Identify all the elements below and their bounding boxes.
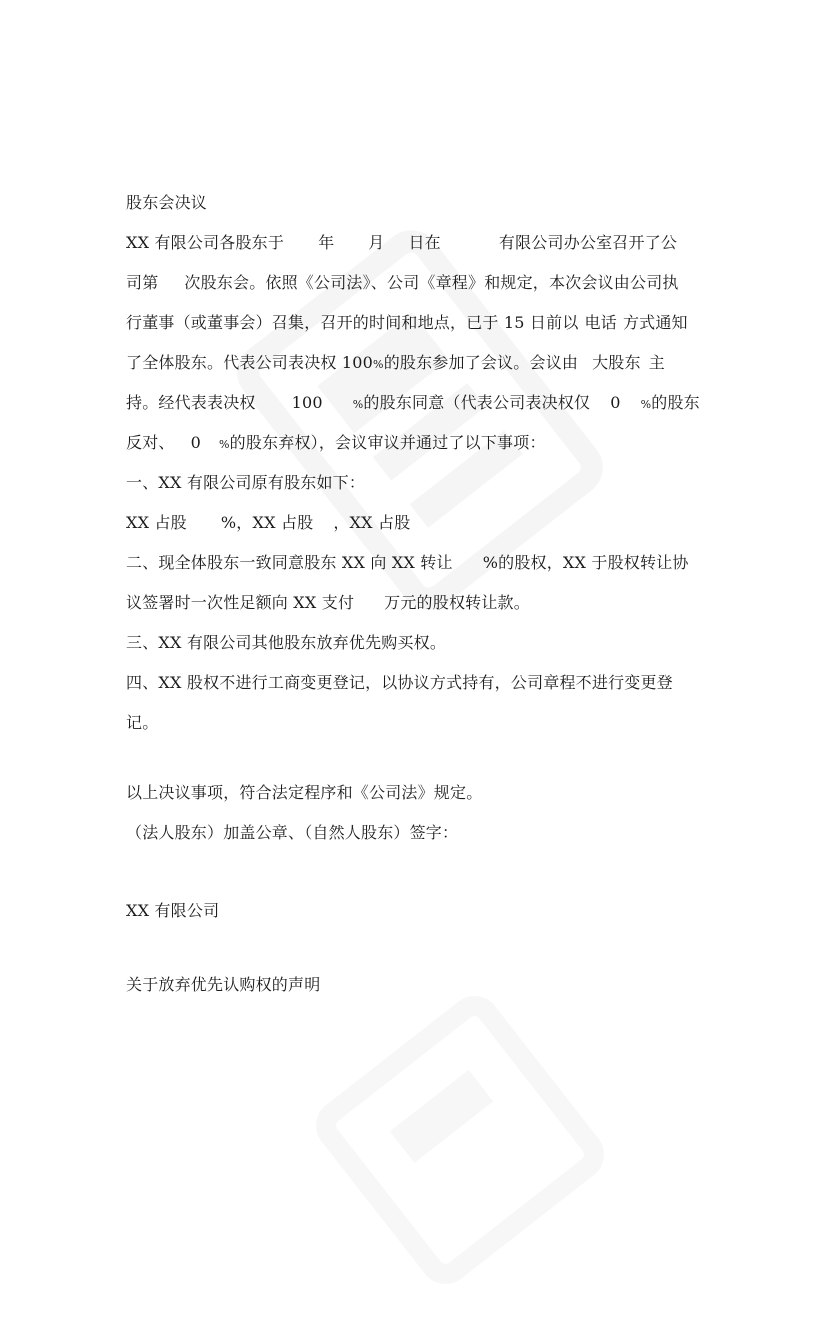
- item-1-shares: [126, 512, 410, 534]
- item-1-heading: 一、XX 有限公司原有股东如下：: [126, 473, 366, 492]
- text-segment: 司第: [126, 273, 159, 292]
- item-4-line-2: 记。: [126, 713, 159, 732]
- text-segment: 0: [190, 433, 201, 452]
- paragraph-1-line-3: [126, 312, 688, 334]
- text-segment: 持。经代表表决权: [126, 393, 256, 412]
- next-section-title: 关于放弃优先认购权的声明: [126, 975, 321, 994]
- percent-sign: %: [352, 398, 364, 411]
- paragraph-1-line-4: [126, 352, 665, 376]
- paragraph-1-line-5: [126, 392, 700, 416]
- text-segment: 月: [368, 233, 385, 252]
- conclusion: 以上决议事项，符合法定程序和《公司法》规定。: [126, 783, 483, 802]
- watermark-graphic: [197, 194, 643, 647]
- text-segment: 二、现全体股东一致同意股东 XX 向 XX 转让: [126, 553, 453, 572]
- text-segment: 100: [291, 393, 323, 412]
- paragraph-1-line-6: [126, 432, 546, 456]
- watermark-graphic-2: [278, 958, 643, 1322]
- text-segment: XX 占股: [126, 513, 187, 532]
- paragraph-1-line-1: [126, 232, 677, 254]
- percent-sign: %: [219, 438, 230, 451]
- text-segment: 万元的股权转让款。: [384, 593, 530, 612]
- text-segment: 了全体股东。代表公司表决权 100: [126, 353, 374, 372]
- text-segment: XX 有限公司各股东于: [126, 233, 285, 252]
- text-segment: 议签署时一次性足额向 XX 支付: [126, 593, 355, 612]
- text-segment: ，XX 占股: [333, 513, 411, 532]
- text-segment: 日在: [408, 233, 441, 252]
- signature-note: （法人股东）加盖公章、（自然人股东）签字：: [126, 823, 459, 842]
- text-segment: 方式通知: [622, 313, 688, 332]
- text-segment: 的股东: [651, 393, 700, 412]
- text-segment: 大股东: [592, 353, 641, 372]
- percent-sign: %: [373, 358, 384, 371]
- text-segment: 的股东弃权），会议审议并通过了以下事项：: [229, 433, 546, 452]
- text-segment: 反对、: [126, 433, 175, 452]
- company-name: XX 有限公司: [126, 901, 220, 920]
- item-2-line-2: [126, 592, 530, 614]
- text-segment: 的股东参加了会议。会议由: [383, 353, 579, 372]
- item-2-line-1: [126, 552, 689, 574]
- item-4-line-1: 四、XX 股权不进行工商变更登记，以协议方式持有，公司章程不进行变更登: [126, 673, 673, 692]
- text-segment: 次股东会。依照《公司法》、公司《章程》和规定，本次会议由公司执: [184, 273, 679, 292]
- text-segment: 有限公司办公室召开了公: [498, 233, 678, 252]
- text-segment: 0: [610, 393, 621, 412]
- text-segment: 的股东同意（代表公司表决权仅: [363, 393, 591, 412]
- text-segment: 电话: [584, 313, 617, 332]
- text-segment: 行董事（或董事会）召集，召开的时间和地点，已于 15 日前以: [126, 313, 579, 332]
- text-segment: %，XX 占股: [220, 513, 314, 532]
- text-segment: 年: [318, 233, 335, 252]
- item-3: 三、XX 有限公司其他股东放弃优先购买权。: [126, 633, 447, 652]
- document-title: 股东会决议: [126, 193, 208, 212]
- text-segment: %的股权，XX 于股权转让协: [482, 553, 689, 572]
- percent-sign: %: [640, 398, 652, 411]
- text-segment: 主: [648, 353, 665, 372]
- paragraph-1-line-2: [126, 272, 679, 294]
